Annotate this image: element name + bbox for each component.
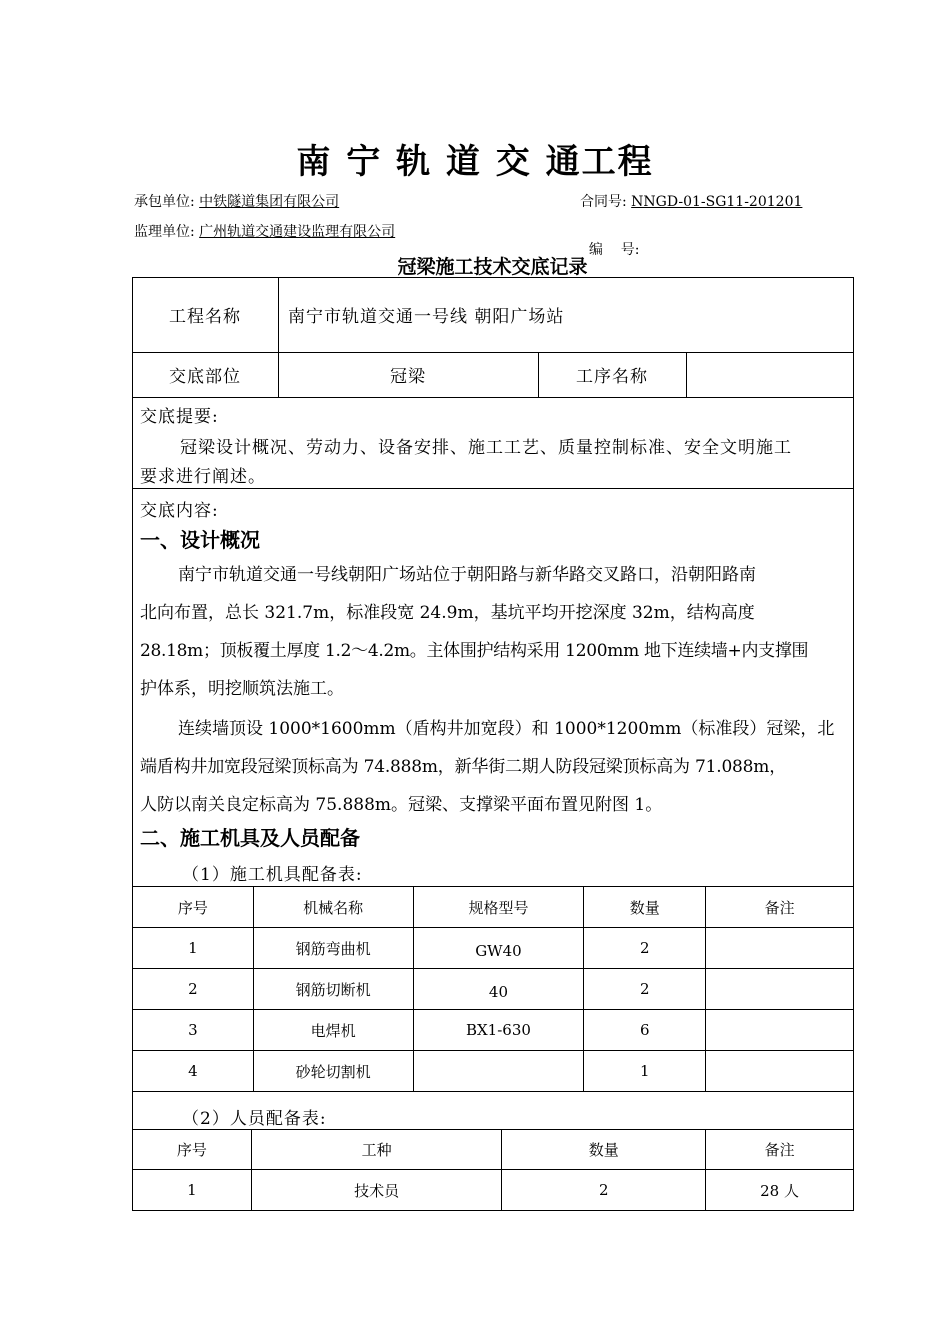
- header-cell: 备注: [706, 887, 854, 928]
- serial-label: 编 号:: [588, 242, 640, 258]
- body-line: 连续墙顶设 1000*1600mm（盾构井加宽段）和 1000*1200mm（标准段）冠梁，北: [178, 719, 835, 739]
- cell: GW40: [413, 928, 584, 969]
- divider: [132, 397, 854, 398]
- body-line: 护体系，明挖顺筑法施工。: [140, 679, 344, 699]
- cell: 1: [133, 1170, 252, 1211]
- cell: [413, 1051, 584, 1092]
- contractor-row: [134, 193, 411, 211]
- cell: 40: [413, 969, 584, 1010]
- body-line: 人防以南关良定标高为 75.888m。冠梁、支撑梁平面布置见附图 1。: [140, 795, 663, 815]
- page-title: 南 宁 轨 道 交 通工程: [296, 142, 654, 182]
- section-heading: 一、设计概况: [140, 528, 260, 552]
- table-row: [133, 1170, 854, 1211]
- supervisor-value: 广州轨道交通建设监理有限公司: [199, 224, 396, 240]
- contract-no-label: 合同号:: [580, 194, 627, 210]
- cell: 1: [584, 1051, 706, 1092]
- project-name-value: 南宁市轨道交通一号线 朝阳广场站: [288, 307, 565, 327]
- table-row: [133, 928, 854, 969]
- cell: BX1-630: [413, 1010, 584, 1051]
- cell: 28 人: [706, 1170, 854, 1211]
- body-line: 端盾构井加宽段冠梁顶标高为 74.888m，新华街二期人防段冠梁顶标高为 71.088m，: [140, 757, 787, 777]
- cell: 2: [584, 928, 706, 969]
- header-cell: 序号: [133, 1130, 252, 1170]
- summary-line: 要求进行阐述。: [140, 467, 266, 487]
- equipment-caption: （1）施工机具配备表:: [182, 865, 363, 885]
- cell: 砂轮切割机: [253, 1051, 413, 1092]
- project-name-label: 工程名称: [169, 307, 241, 327]
- table-row: [133, 1010, 854, 1051]
- header-cell: 数量: [584, 887, 706, 928]
- equipment-table: [132, 886, 854, 1092]
- table-header-row: [133, 887, 854, 928]
- cell: 2: [133, 969, 254, 1010]
- cell: 2: [584, 969, 706, 1010]
- table-row: [133, 1051, 854, 1092]
- cell: 钢筋弯曲机: [253, 928, 413, 969]
- header-cell: 序号: [133, 887, 254, 928]
- cell: 钢筋切断机: [253, 969, 413, 1010]
- process-value: [686, 352, 854, 397]
- section-heading: 二、施工机具及人员配备: [140, 826, 360, 850]
- contractor-label: 承包单位:: [134, 194, 195, 210]
- body-line: 28.18m；顶板覆土厚度 1.2～4.2m。主体围护结构采用 1200mm 地下连续墙+内支撑围: [140, 641, 809, 661]
- cell: 电焊机: [253, 1010, 413, 1051]
- divider: [132, 488, 854, 489]
- cell: 1: [133, 928, 254, 969]
- supervisor-row: [134, 223, 395, 241]
- contract-no-value: NNGD-01-SG11-201201: [631, 194, 803, 210]
- part-label: 交底部位: [169, 367, 241, 387]
- table-row: [133, 969, 854, 1010]
- summary-line: 冠梁设计概况、劳动力、设备安排、施工工艺、质量控制标准、安全文明施工: [180, 438, 792, 458]
- header-cell: 备注: [706, 1130, 854, 1170]
- cell: [706, 1051, 854, 1092]
- supervisor-label: 监理单位:: [134, 224, 195, 240]
- body-line: 南宁市轨道交通一号线朝阳广场站位于朝阳路与新华路交叉路口，沿朝阳路南: [178, 565, 756, 585]
- header-cell: 规格型号: [413, 887, 584, 928]
- body-line: 北向布置，总长 321.7m，标准段宽 24.9m，基坑平均开挖深度 32m，结构高度: [140, 603, 755, 623]
- staff-caption: （2）人员配备表:: [182, 1109, 327, 1129]
- cell: 6: [584, 1010, 706, 1051]
- table-header-row: [133, 1130, 854, 1170]
- contractor-value: 中铁隧道集团有限公司: [199, 194, 340, 210]
- cell: [706, 928, 854, 969]
- cell: 4: [133, 1051, 254, 1092]
- process-label: 工序名称: [576, 367, 648, 387]
- contract-no-row: [580, 193, 802, 211]
- header-cell: 工种: [251, 1130, 502, 1170]
- cell: 技术员: [251, 1170, 502, 1211]
- cell: 3: [133, 1010, 254, 1051]
- cell: [706, 1010, 854, 1051]
- content-label: 交底内容:: [140, 501, 219, 521]
- cell: 2: [502, 1170, 706, 1211]
- cell: [706, 969, 854, 1010]
- header-cell: 机械名称: [253, 887, 413, 928]
- staff-table: [132, 1129, 854, 1211]
- document-title: 冠梁施工技术交底记录: [397, 256, 588, 278]
- part-value: 冠梁: [390, 367, 426, 387]
- summary-label: 交底提要:: [140, 407, 219, 427]
- header-cell: 数量: [502, 1130, 706, 1170]
